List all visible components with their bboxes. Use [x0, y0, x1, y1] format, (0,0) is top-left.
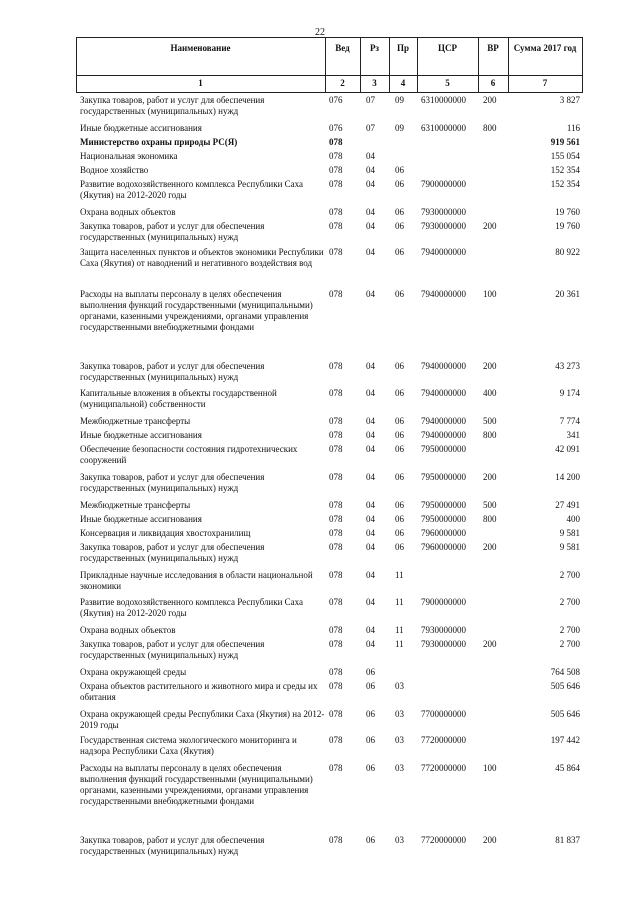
cell-rz: 04: [366, 151, 375, 161]
cell-rz: 04: [366, 289, 375, 299]
cell-sum: 19 760: [555, 207, 580, 217]
cell-vr: 200: [483, 835, 497, 845]
cell-ved: 078: [329, 667, 343, 677]
cell-pr: 06: [395, 361, 404, 371]
cell-rz: 04: [366, 247, 375, 257]
cell-pr: 03: [395, 709, 404, 719]
cell-csr: 7930000000: [421, 639, 466, 649]
cell-ved: 076: [329, 123, 343, 133]
cell-sum: 197 442: [550, 735, 580, 745]
header-pr: Пр: [396, 43, 409, 53]
cell-csr: 7950000000: [421, 514, 466, 524]
cell-csr: 7930000000: [421, 625, 466, 635]
cell-name: Иные бюджетные ассигнования: [80, 514, 202, 524]
cell-name: Закупка товаров, работ и услуг для обеспечения государственных (муниципальных) нужд: [80, 835, 265, 856]
cell-pr: 03: [395, 763, 404, 773]
cell-vr: 200: [483, 95, 497, 105]
cell-pr: 03: [395, 835, 404, 845]
cell-rz: 04: [366, 221, 375, 231]
cell-ved: 078: [329, 542, 343, 552]
cell-vr: 200: [483, 361, 497, 371]
cell-rz: 06: [366, 835, 375, 845]
cell-vr: 100: [483, 289, 497, 299]
cell-rz: 06: [366, 709, 375, 719]
cell-name: Защита населенных пунктов и объектов экономики Республики Саха (Якутия) от наводнений и негативного воздействия вод: [80, 247, 324, 268]
header-num-6: 6: [490, 78, 496, 88]
cell-ved: 078: [329, 151, 343, 161]
cell-ved: 078: [329, 472, 343, 482]
cell-sum: 505 646: [550, 709, 580, 719]
cell-sum: 2 700: [559, 639, 580, 649]
cell-name: Прикладные научные исследования в области национальной экономики: [80, 570, 313, 591]
cell-sum: 14 200: [555, 472, 580, 482]
cell-sum: 2 700: [559, 597, 580, 607]
cell-sum: 3 827: [559, 95, 580, 105]
cell-ved: 078: [329, 247, 343, 257]
cell-rz: 04: [366, 416, 375, 426]
cell-vr: 800: [483, 514, 497, 524]
cell-pr: 06: [395, 528, 404, 538]
cell-rz: 04: [366, 500, 375, 510]
cell-pr: 03: [395, 681, 404, 691]
cell-csr: 7720000000: [421, 835, 466, 845]
cell-rz: 06: [366, 763, 375, 773]
cell-rz: 07: [366, 123, 375, 133]
cell-csr: 7940000000: [421, 247, 466, 257]
cell-name: Закупка товаров, работ и услуг для обеспечения государственных (муниципальных) нужд: [80, 639, 265, 660]
cell-ved: 078: [329, 289, 343, 299]
cell-rz: 04: [366, 207, 375, 217]
cell-pr: 06: [395, 388, 404, 398]
cell-name: Закупка товаров, работ и услуг для обеспечения государственных (муниципальных) нужд: [80, 221, 265, 242]
cell-name: Развитие водохозяйственного комплекса Республики Саха (Якутия) на 2012-2020 годы: [80, 179, 304, 200]
cell-ved: 078: [329, 763, 343, 773]
header-name: Наименование: [170, 43, 231, 53]
cell-rz: 04: [366, 430, 375, 440]
cell-ved: 078: [329, 639, 343, 649]
cell-pr: 06: [395, 444, 404, 454]
cell-rz: 04: [366, 361, 375, 371]
cell-rz: 04: [366, 444, 375, 454]
cell-ved: 078: [329, 597, 343, 607]
cell-csr: 7950000000: [421, 444, 466, 454]
cell-name: Охрана окружающей среды: [80, 667, 187, 677]
table-header: [76, 37, 583, 93]
cell-sum: 9 581: [559, 528, 580, 538]
cell-sum: 341: [566, 430, 580, 440]
cell-pr: 06: [395, 430, 404, 440]
cell-vr: 200: [483, 542, 497, 552]
cell-rz: 04: [366, 388, 375, 398]
cell-ved: 078: [329, 835, 343, 845]
cell-sum: 919 561: [550, 137, 580, 147]
cell-vr: 500: [483, 500, 497, 510]
cell-csr: 7720000000: [421, 763, 466, 773]
cell-sum: 7 774: [559, 416, 580, 426]
cell-ved: 078: [329, 528, 343, 538]
cell-ved: 078: [329, 137, 343, 147]
cell-vr: 200: [483, 472, 497, 482]
cell-pr: 06: [395, 221, 404, 231]
cell-name: Межбюджетные трансферты: [80, 416, 191, 426]
cell-csr: 7940000000: [421, 416, 466, 426]
cell-csr: 7720000000: [421, 735, 466, 745]
cell-pr: 11: [395, 639, 404, 649]
cell-ved: 078: [329, 165, 343, 175]
cell-name: Водное хозяйство: [80, 165, 149, 175]
cell-sum: 81 837: [555, 835, 580, 845]
cell-sum: 45 864: [555, 763, 580, 773]
cell-vr: 800: [483, 430, 497, 440]
cell-sum: 400: [566, 514, 580, 524]
cell-sum: 9 174: [559, 388, 580, 398]
cell-name: Закупка товаров, работ и услуг для обеспечения государственных (муниципальных) нужд: [80, 95, 265, 116]
cell-sum: 43 273: [555, 361, 580, 371]
cell-rz: 04: [366, 597, 375, 607]
cell-pr: 11: [395, 597, 404, 607]
cell-csr: 6310000000: [421, 123, 466, 133]
cell-sum: 2 700: [559, 570, 580, 580]
cell-name: Закупка товаров, работ и услуг для обеспечения государственных (муниципальных) нужд: [80, 472, 265, 493]
cell-ved: 078: [329, 735, 343, 745]
header-num-3: 3: [372, 78, 377, 88]
cell-name: Межбюджетные трансферты: [80, 500, 191, 510]
cell-rz: 04: [366, 625, 375, 635]
cell-vr: 200: [483, 221, 497, 231]
cell-ved: 078: [329, 709, 343, 719]
header-vr: ВР: [487, 43, 499, 53]
cell-csr: 7900000000: [421, 597, 466, 607]
cell-rz: 04: [366, 179, 375, 189]
cell-sum: 80 922: [555, 247, 580, 257]
cell-csr: 7960000000: [421, 528, 466, 538]
cell-pr: 06: [395, 472, 404, 482]
cell-ved: 078: [329, 416, 343, 426]
cell-vr: 200: [483, 639, 497, 649]
cell-ved: 078: [329, 361, 343, 371]
cell-sum: 152 354: [550, 165, 580, 175]
cell-ved: 078: [329, 444, 343, 454]
cell-vr: 800: [483, 123, 497, 133]
header-rz: Рз: [369, 43, 380, 53]
cell-ved: 078: [329, 430, 343, 440]
cell-name: Обеспечение безопасности состояния гидротехнических сооружений: [80, 444, 298, 465]
cell-pr: 11: [395, 570, 404, 580]
cell-sum: 9 581: [559, 542, 580, 552]
cell-csr: 7700000000: [421, 709, 466, 719]
cell-ved: 078: [329, 681, 343, 691]
cell-vr: 500: [483, 416, 497, 426]
page-number: 22: [315, 27, 325, 38]
cell-ved: 078: [329, 179, 343, 189]
cell-pr: 06: [395, 247, 404, 257]
cell-pr: 06: [395, 207, 404, 217]
cell-vr: 100: [483, 763, 497, 773]
cell-csr: 7940000000: [421, 361, 466, 371]
cell-sum: 2 700: [559, 625, 580, 635]
cell-sum: 505 646: [550, 681, 580, 691]
cell-pr: 06: [395, 416, 404, 426]
cell-ved: 078: [329, 625, 343, 635]
cell-pr: 06: [395, 289, 404, 299]
cell-name: Охрана водных объектов: [80, 625, 176, 635]
cell-sum: 116: [566, 123, 580, 133]
cell-sum: 42 091: [555, 444, 580, 454]
cell-ved: 078: [329, 221, 343, 231]
cell-ved: 076: [329, 95, 343, 105]
cell-pr: 11: [395, 625, 404, 635]
cell-name: Охрана окружающей среды Республики Саха (Якутия) на 2012-2019 годы: [80, 709, 325, 730]
cell-sum: 27 491: [555, 500, 580, 510]
cell-name: Развитие водохозяйственного комплекса Республики Саха (Якутия) на 2012-2020 годы: [80, 597, 304, 618]
cell-name: Министерство охраны природы РС(Я): [80, 137, 238, 147]
cell-csr: 6310000000: [421, 95, 466, 105]
cell-pr: 06: [395, 165, 404, 175]
cell-pr: 06: [395, 542, 404, 552]
cell-name: Капитальные вложения в объекты государственной (муниципальной) собственности: [80, 388, 277, 409]
cell-sum: 19 760: [555, 221, 580, 231]
cell-rz: 06: [366, 667, 375, 677]
cell-name: Консервация и ликвидация хвостохранилищ: [80, 528, 251, 538]
cell-name: Охрана объектов растительного и животного мира и среды их обитания: [80, 681, 318, 702]
cell-rz: 06: [366, 735, 375, 745]
header-num-4: 4: [400, 78, 406, 88]
header-num-1: 1: [198, 78, 203, 88]
cell-csr: 7930000000: [421, 207, 466, 217]
cell-sum: 764 508: [550, 667, 580, 677]
cell-sum: 152 354: [550, 179, 580, 189]
cell-ved: 078: [329, 388, 343, 398]
cell-pr: 06: [395, 179, 404, 189]
cell-sum: 20 361: [555, 289, 580, 299]
cell-pr: 09: [395, 123, 404, 133]
cell-rz: 04: [366, 528, 375, 538]
cell-name: Закупка товаров, работ и услуг для обеспечения государственных (муниципальных) нужд: [80, 542, 265, 563]
cell-ved: 078: [329, 207, 343, 217]
cell-ved: 078: [329, 570, 343, 580]
cell-rz: 04: [366, 570, 375, 580]
cell-csr: 7950000000: [421, 472, 466, 482]
cell-rz: 06: [366, 681, 375, 691]
cell-rz: 04: [366, 472, 375, 482]
cell-rz: 07: [366, 95, 375, 105]
cell-ved: 078: [329, 514, 343, 524]
header-ved: Вед: [335, 43, 350, 53]
header-num-2: 2: [340, 78, 345, 88]
cell-rz: 04: [366, 514, 375, 524]
cell-pr: 09: [395, 95, 404, 105]
header-csr: ЦСР: [438, 43, 457, 53]
cell-csr: 7930000000: [421, 221, 466, 231]
cell-name: Иные бюджетные ассигнования: [80, 123, 202, 133]
cell-csr: 7940000000: [421, 289, 466, 299]
header-sum: Сумма 2017 год: [513, 43, 577, 53]
cell-pr: 03: [395, 735, 404, 745]
cell-rz: 04: [366, 165, 375, 175]
cell-pr: 06: [395, 514, 404, 524]
cell-rz: 04: [366, 639, 375, 649]
cell-csr: 7940000000: [421, 430, 466, 440]
cell-vr: 400: [483, 388, 497, 398]
cell-csr: 7940000000: [421, 388, 466, 398]
cell-ved: 078: [329, 500, 343, 510]
cell-pr: 06: [395, 500, 404, 510]
cell-name: Закупка товаров, работ и услуг для обеспечения государственных (муниципальных) нужд: [80, 361, 265, 382]
cell-csr: 7900000000: [421, 179, 466, 189]
cell-name: Иные бюджетные ассигнования: [80, 430, 202, 440]
header-num-7: 7: [542, 78, 548, 88]
cell-name: Национальная экономика: [80, 151, 178, 161]
cell-name: Государственная система экологического мониторинга и надзора Республики Саха (Якутия): [80, 735, 297, 756]
cell-name: Охрана водных объектов: [80, 207, 176, 217]
header-num-5: 5: [445, 78, 450, 88]
cell-name: Расходы на выплаты персоналу в целях обеспечения выполнения функций государственными (муниципальными) органами, казенными учреждениями, органами управления государственными внебюджетными фондами: [80, 763, 313, 806]
cell-rz: 04: [366, 542, 375, 552]
cell-csr: 7960000000: [421, 542, 466, 552]
cell-name: Расходы на выплаты персоналу в целях обеспечения выполнения функций государственными (муниципальными) органами, казенными учреждениями, органами управления государственными внебюджетными фондами: [80, 289, 313, 332]
cell-sum: 155 054: [550, 151, 580, 161]
cell-csr: 7950000000: [421, 500, 466, 510]
